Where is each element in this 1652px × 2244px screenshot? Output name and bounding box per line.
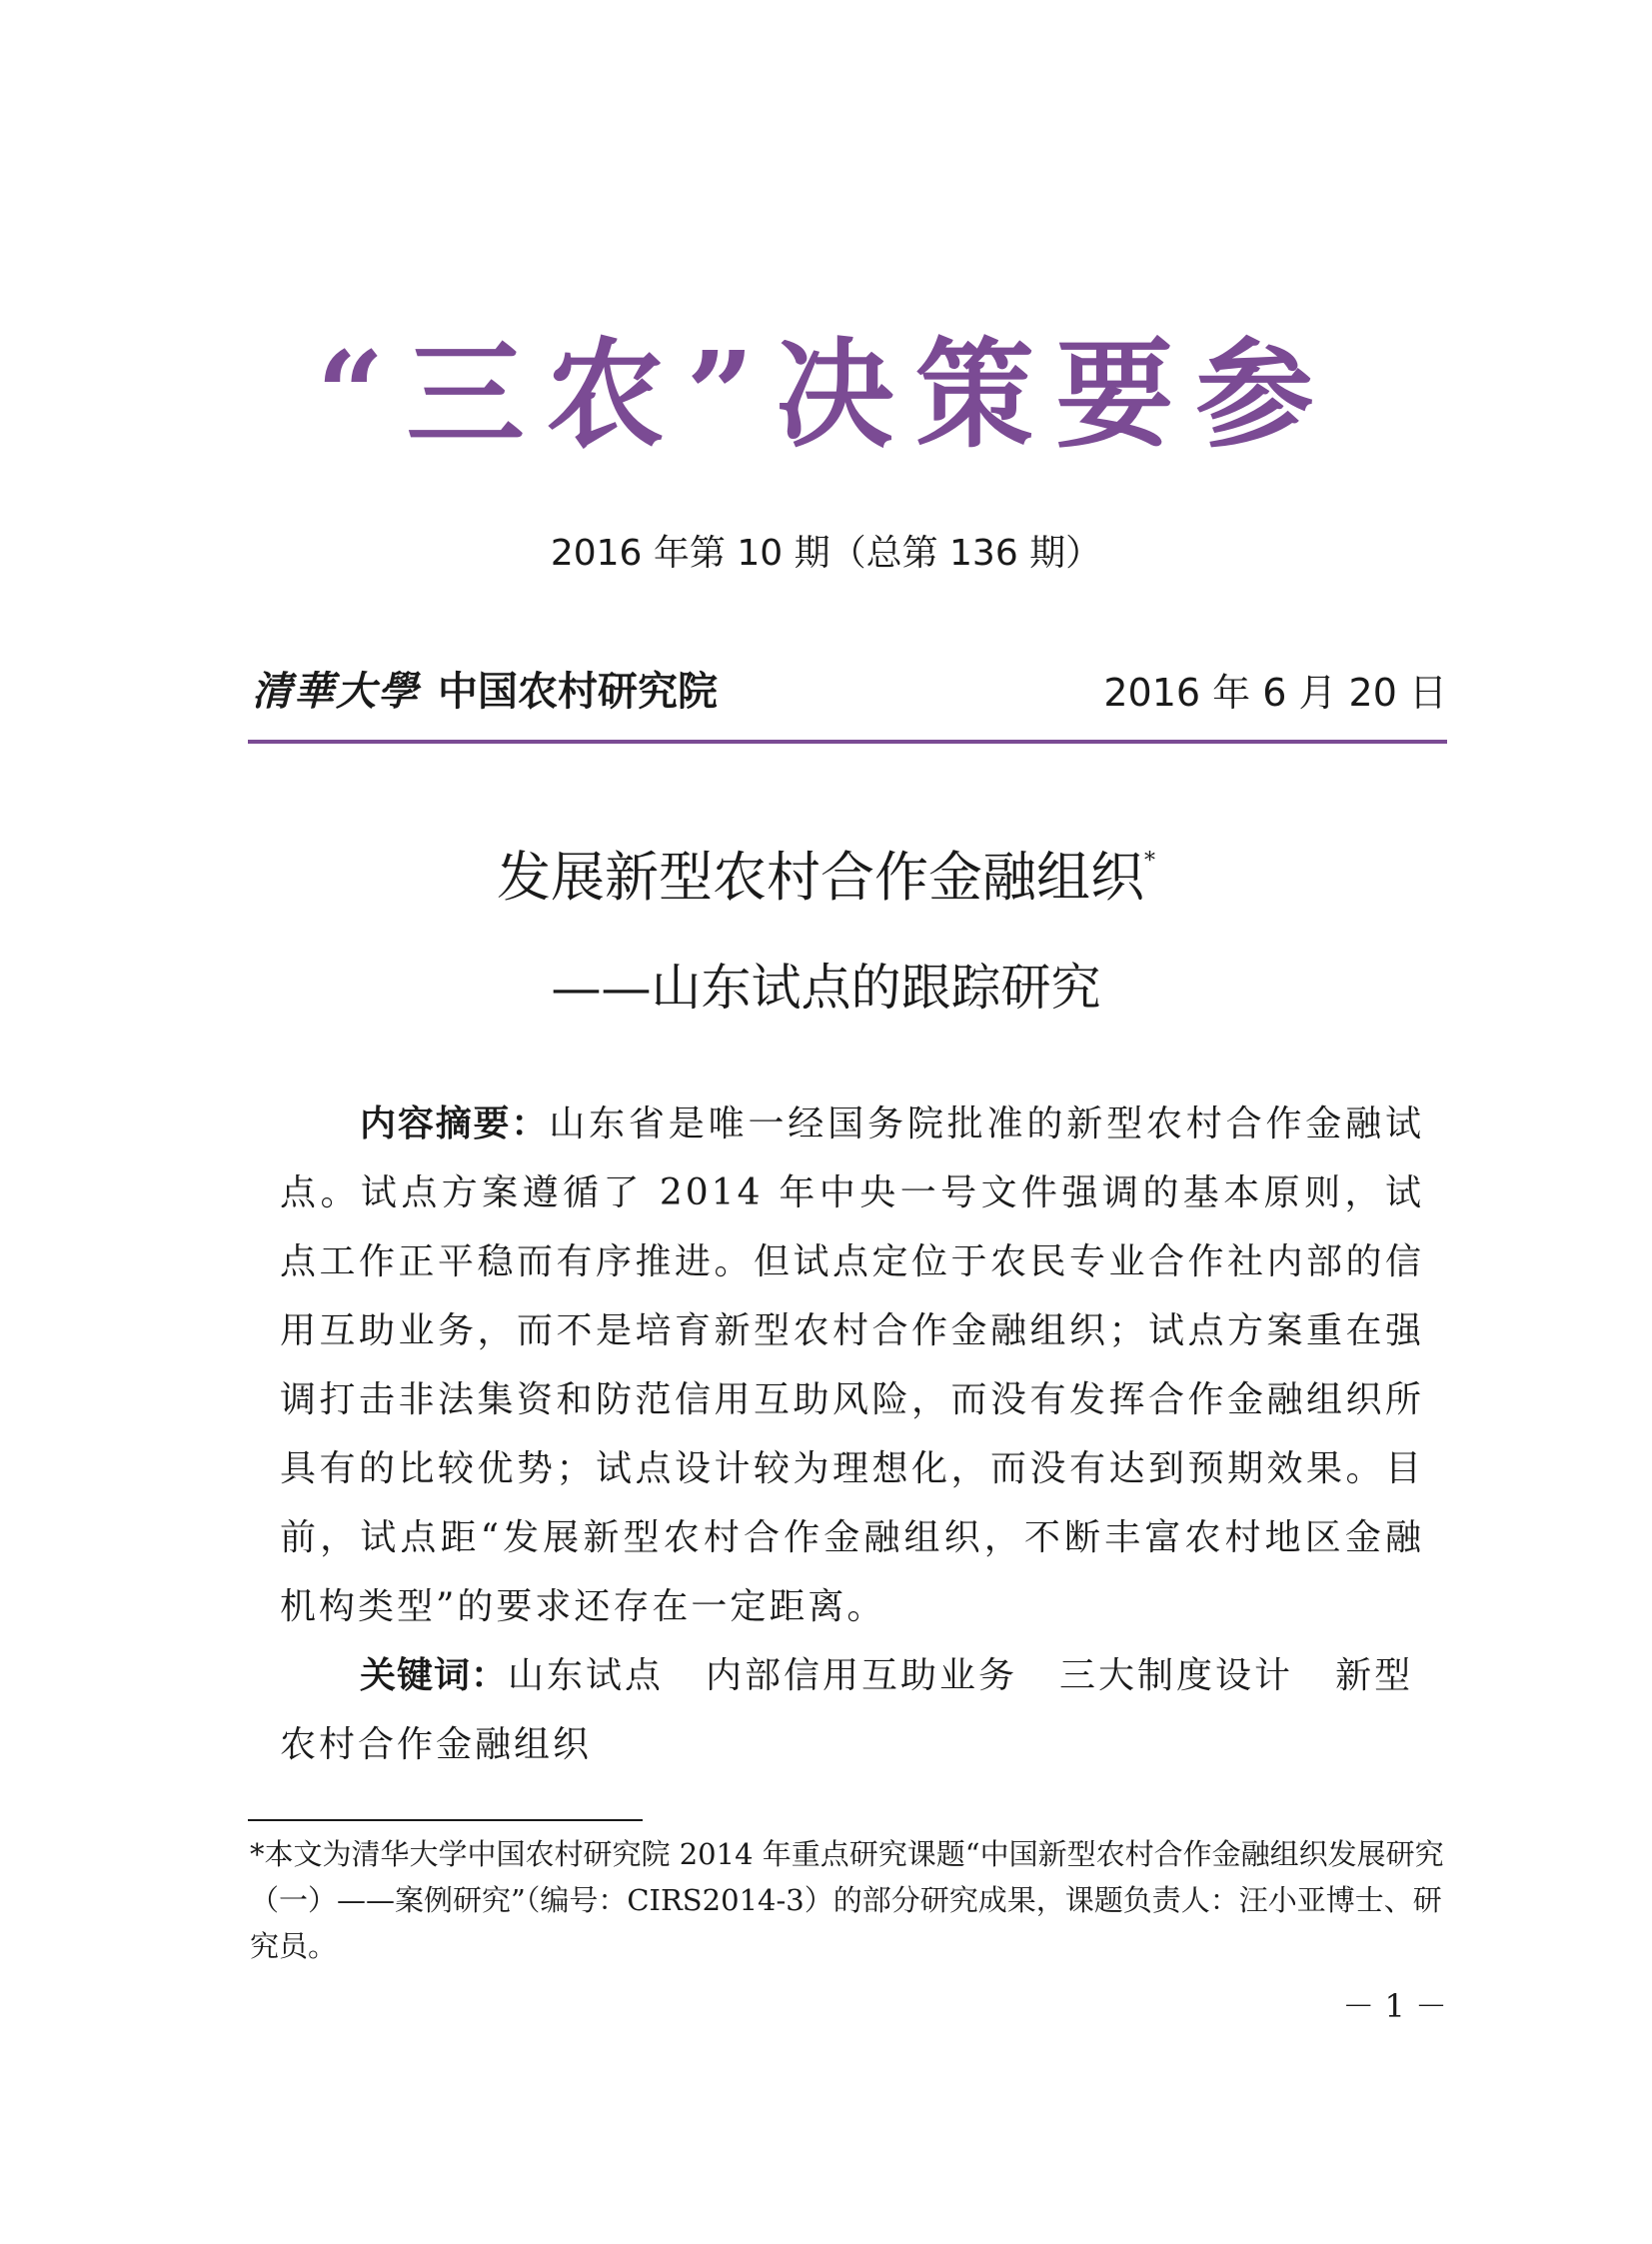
keywords-label: 关键词： — [360, 1655, 509, 1696]
publication-date: 2016 年 6 月 20 日 — [1103, 671, 1447, 715]
keyword: 山东试点 — [508, 1655, 665, 1696]
footnote-text: *本文为清华大学中国农村研究院 2014 年重点研究课题“中国新型农村合作金融组织发展研究（一）——案例研究”（编号：CIRS2014-3）的部分研究成果，课题负责人：汪小亚博士、研究员。 — [250, 1837, 1444, 1963]
footnote-divider — [248, 1819, 643, 1821]
footnote-marker: * — [1144, 849, 1155, 874]
keywords-paragraph — [280, 1641, 1424, 1779]
keyword: 新型农村合作金融组织 — [280, 1655, 1414, 1765]
institute-name: 中国农村研究院 — [438, 669, 718, 715]
header-divider — [248, 740, 1447, 744]
publisher — [252, 660, 718, 717]
keyword: 三大制度设计 — [1059, 1655, 1294, 1696]
keyword: 内部信用互助业务 — [706, 1655, 1018, 1696]
issue-number: 2016 年第 10 期（总第 136 期） — [550, 533, 1102, 574]
university-logo-text: 清華大學 — [252, 668, 420, 715]
article-title — [0, 835, 1652, 912]
abstract-paragraph — [280, 1090, 1424, 1641]
page-number: － 1 － — [1342, 1987, 1447, 2025]
masthead-title: “三农”决策要参 — [316, 325, 1336, 464]
abstract-text: 山东省是唯一经国务院批准的新型农村合作金融试点。试点方案遵循了 2014 年中央一号文件强调的基本原则，试点工作正平稳而有序推进。但试点定位于农民专业合作社内部的信用互助业务，而不是培育新型农村合作金融组织；试点方案重在强调打击非法集资和防范信用互助风险，而没有发挥合作金融组织所具有的比较优势；试点设计较为理想化，而没有达到预期效果。目前，试点距“发展新型农村合作金融组织，不断丰富农村地区金融机构类型”的要求还存在一定距离。 — [280, 1104, 1424, 1627]
article-title-text: 发展新型农村合作金融组织 — [497, 846, 1144, 909]
article-subtitle: ——山东试点的跟踪研究 — [551, 959, 1101, 1017]
abstract-label: 内容摘要： — [360, 1104, 550, 1144]
